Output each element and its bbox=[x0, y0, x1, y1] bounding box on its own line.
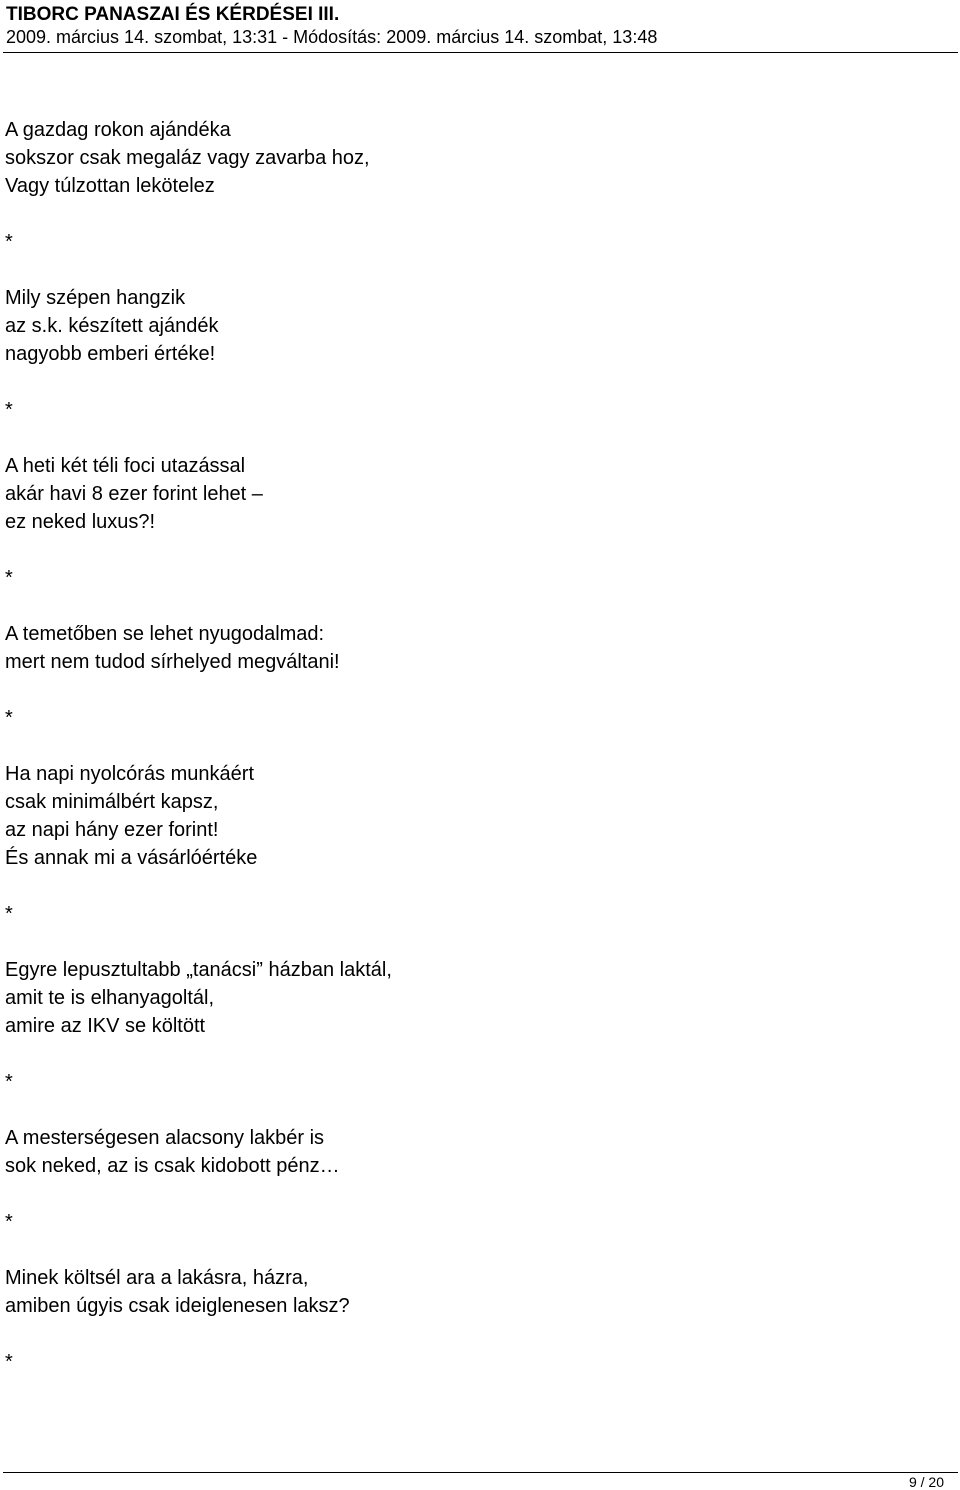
poem-line: az napi hány ezer forint! bbox=[5, 819, 219, 841]
poem-body bbox=[5, 116, 945, 1404]
stanza bbox=[5, 956, 945, 1040]
page-header bbox=[6, 4, 958, 48]
stanza bbox=[5, 452, 945, 536]
poem-line: csak minimálbért kapsz, bbox=[5, 791, 219, 813]
stanza bbox=[5, 284, 945, 368]
poem-line: A temetőben se lehet nyugodalmad: bbox=[5, 623, 325, 645]
poem-line: amit te is elhanyagoltál, bbox=[5, 987, 215, 1009]
poem-line: amire az IKV se költött bbox=[5, 1015, 206, 1037]
poem-line: És annak mi a vásárlóértéke bbox=[5, 847, 258, 869]
document-meta: 2009. március 14. szombat, 13:31 - Módosítás: 2009. március 14. szombat, 13:48 bbox=[6, 27, 658, 47]
stanza-separator: * bbox=[5, 903, 13, 925]
poem-line: nagyobb emberi értéke! bbox=[5, 343, 216, 365]
stanza-separator: * bbox=[5, 1071, 13, 1093]
poem-line: A heti két téli foci utazással bbox=[5, 455, 246, 477]
poem-line: akár havi 8 ezer forint lehet – bbox=[5, 483, 263, 505]
poem-line: sokszor csak megaláz vagy zavarba hoz, bbox=[5, 147, 370, 169]
poem-line: Vagy túlzottan lekötelez bbox=[5, 175, 215, 197]
stanza bbox=[5, 116, 945, 200]
stanza-separator: * bbox=[5, 707, 13, 729]
poem-line: sok neked, az is csak kidobott pénz… bbox=[5, 1155, 340, 1177]
document-title: TIBORC PANASZAI ÉS KÉRDÉSEI III. bbox=[6, 4, 340, 25]
poem-line: Minek költsél ara a lakásra, házra, bbox=[5, 1267, 309, 1289]
stanza bbox=[5, 620, 945, 676]
header-divider bbox=[3, 52, 958, 53]
stanza bbox=[5, 1124, 945, 1180]
stanza-separator: * bbox=[5, 231, 13, 253]
stanza-separator: * bbox=[5, 1351, 13, 1373]
poem-line: A gazdag rokon ajándéka bbox=[5, 119, 231, 141]
poem-line: mert nem tudod sírhelyed megváltani! bbox=[5, 651, 340, 673]
stanza bbox=[5, 760, 945, 872]
footer-divider bbox=[3, 1472, 958, 1473]
poem-line: ez neked luxus?! bbox=[5, 511, 156, 533]
page-number: 9 / 20 bbox=[908, 1474, 944, 1490]
poem-line: Mily szépen hangzik bbox=[5, 287, 186, 309]
stanza-separator: * bbox=[5, 1211, 13, 1233]
stanza-separator: * bbox=[5, 567, 13, 589]
poem-line: amiben úgyis csak ideiglenesen laksz? bbox=[5, 1295, 350, 1317]
poem-line: Ha napi nyolcórás munkáért bbox=[5, 763, 255, 785]
stanza-separator: * bbox=[5, 399, 13, 421]
stanza bbox=[5, 1264, 945, 1320]
poem-line: az s.k. készített ajándék bbox=[5, 315, 219, 337]
poem-line: A mesterségesen alacsony lakbér is bbox=[5, 1127, 325, 1149]
poem-line: Egyre lepusztultabb „tanácsi” házban laktál, bbox=[5, 959, 392, 981]
